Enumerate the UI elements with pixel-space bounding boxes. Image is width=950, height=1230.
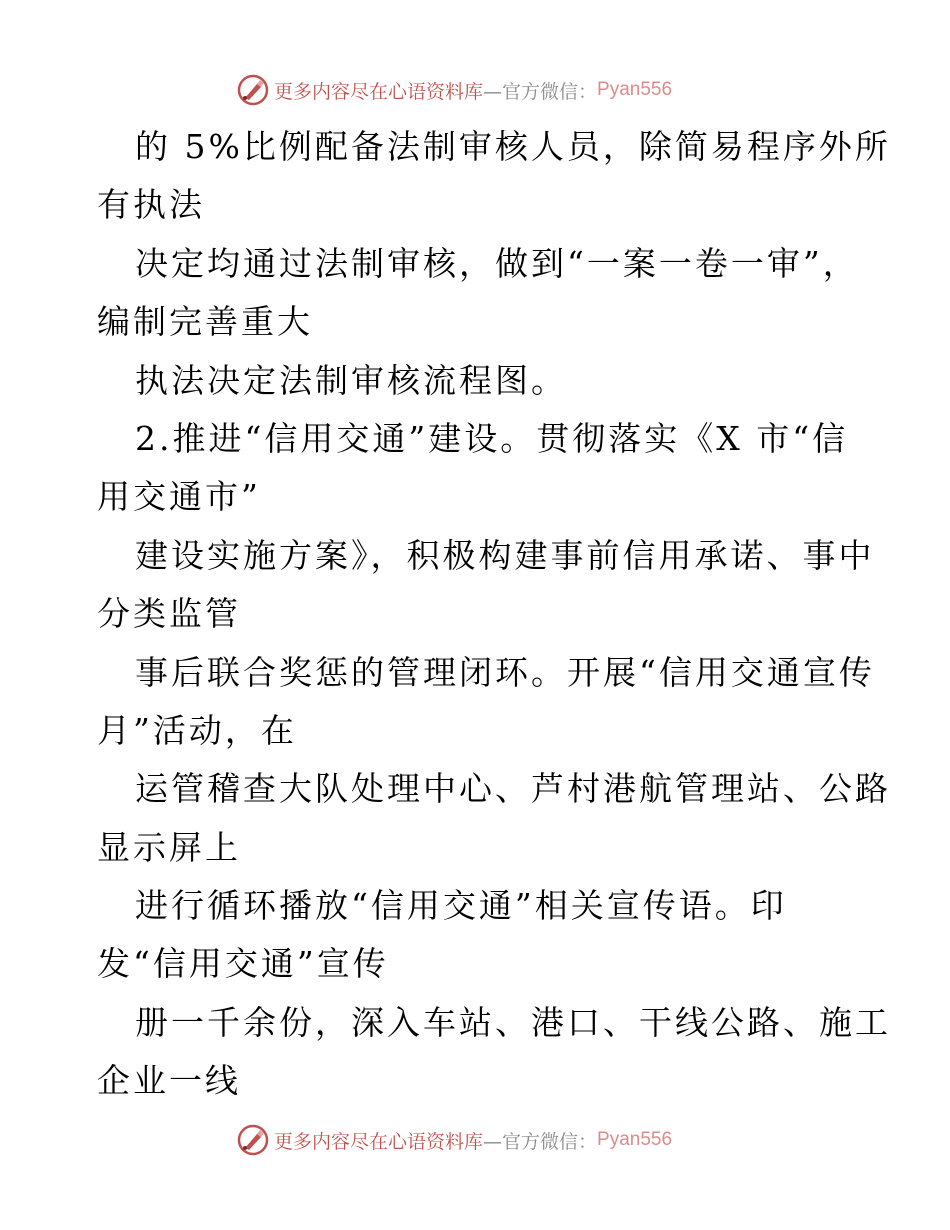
document-body (97, 118, 891, 1111)
text-line: 决定均通过法制审核，做到“一案一卷一审”， (135, 243, 859, 283)
text-line: 月”活动，在 (97, 710, 297, 750)
text-line: 分类监管 (97, 594, 241, 634)
header-watermark (236, 73, 756, 107)
text-line: 有执法 (97, 185, 205, 225)
text-line: 运管稽查大队处理中心、芦村港航管理站、公路 (135, 769, 891, 809)
watermark-separator: —官方微信： (483, 80, 598, 103)
text-line: 的 5%比例配备法制审核人员，除简易程序外所 (135, 127, 891, 166)
text-line: 2.推进“信用交通”建设。贯彻落实《X 市“信 (135, 418, 849, 458)
watermark-account: Pyan556 (597, 79, 673, 100)
text-line: 发“信用交通”宣传 (97, 944, 389, 984)
watermark-account: Pyan556 (597, 1129, 673, 1150)
pen-logo-icon (236, 1123, 270, 1157)
text-line: 建设实施方案》，积极构建事前信用承诺、事中 (135, 535, 875, 575)
text-line: 用交通市” (97, 477, 261, 517)
watermark-brand: 更多内容尽在心语资料库 (274, 80, 484, 103)
footer-watermark (236, 1123, 756, 1157)
watermark-brand: 更多内容尽在心语资料库 (274, 1130, 484, 1153)
text-line: 执法决定法制审核流程图。 (135, 360, 567, 400)
watermark-separator: —官方微信： (483, 1130, 598, 1153)
text-line: 册一千余份，深入车站、港口、干线公路、施工 (135, 1002, 891, 1042)
pen-logo-icon (236, 73, 270, 107)
text-line: 企业一线 (97, 1061, 241, 1101)
text-line: 编制完善重大 (97, 302, 313, 342)
text-line: 显示屏上 (97, 827, 241, 867)
text-line: 进行循环播放“信用交通”相关宣传语。印 (135, 886, 787, 926)
text-line: 事后联合奖惩的管理闭环。开展“信用交通宣传 (135, 652, 875, 692)
